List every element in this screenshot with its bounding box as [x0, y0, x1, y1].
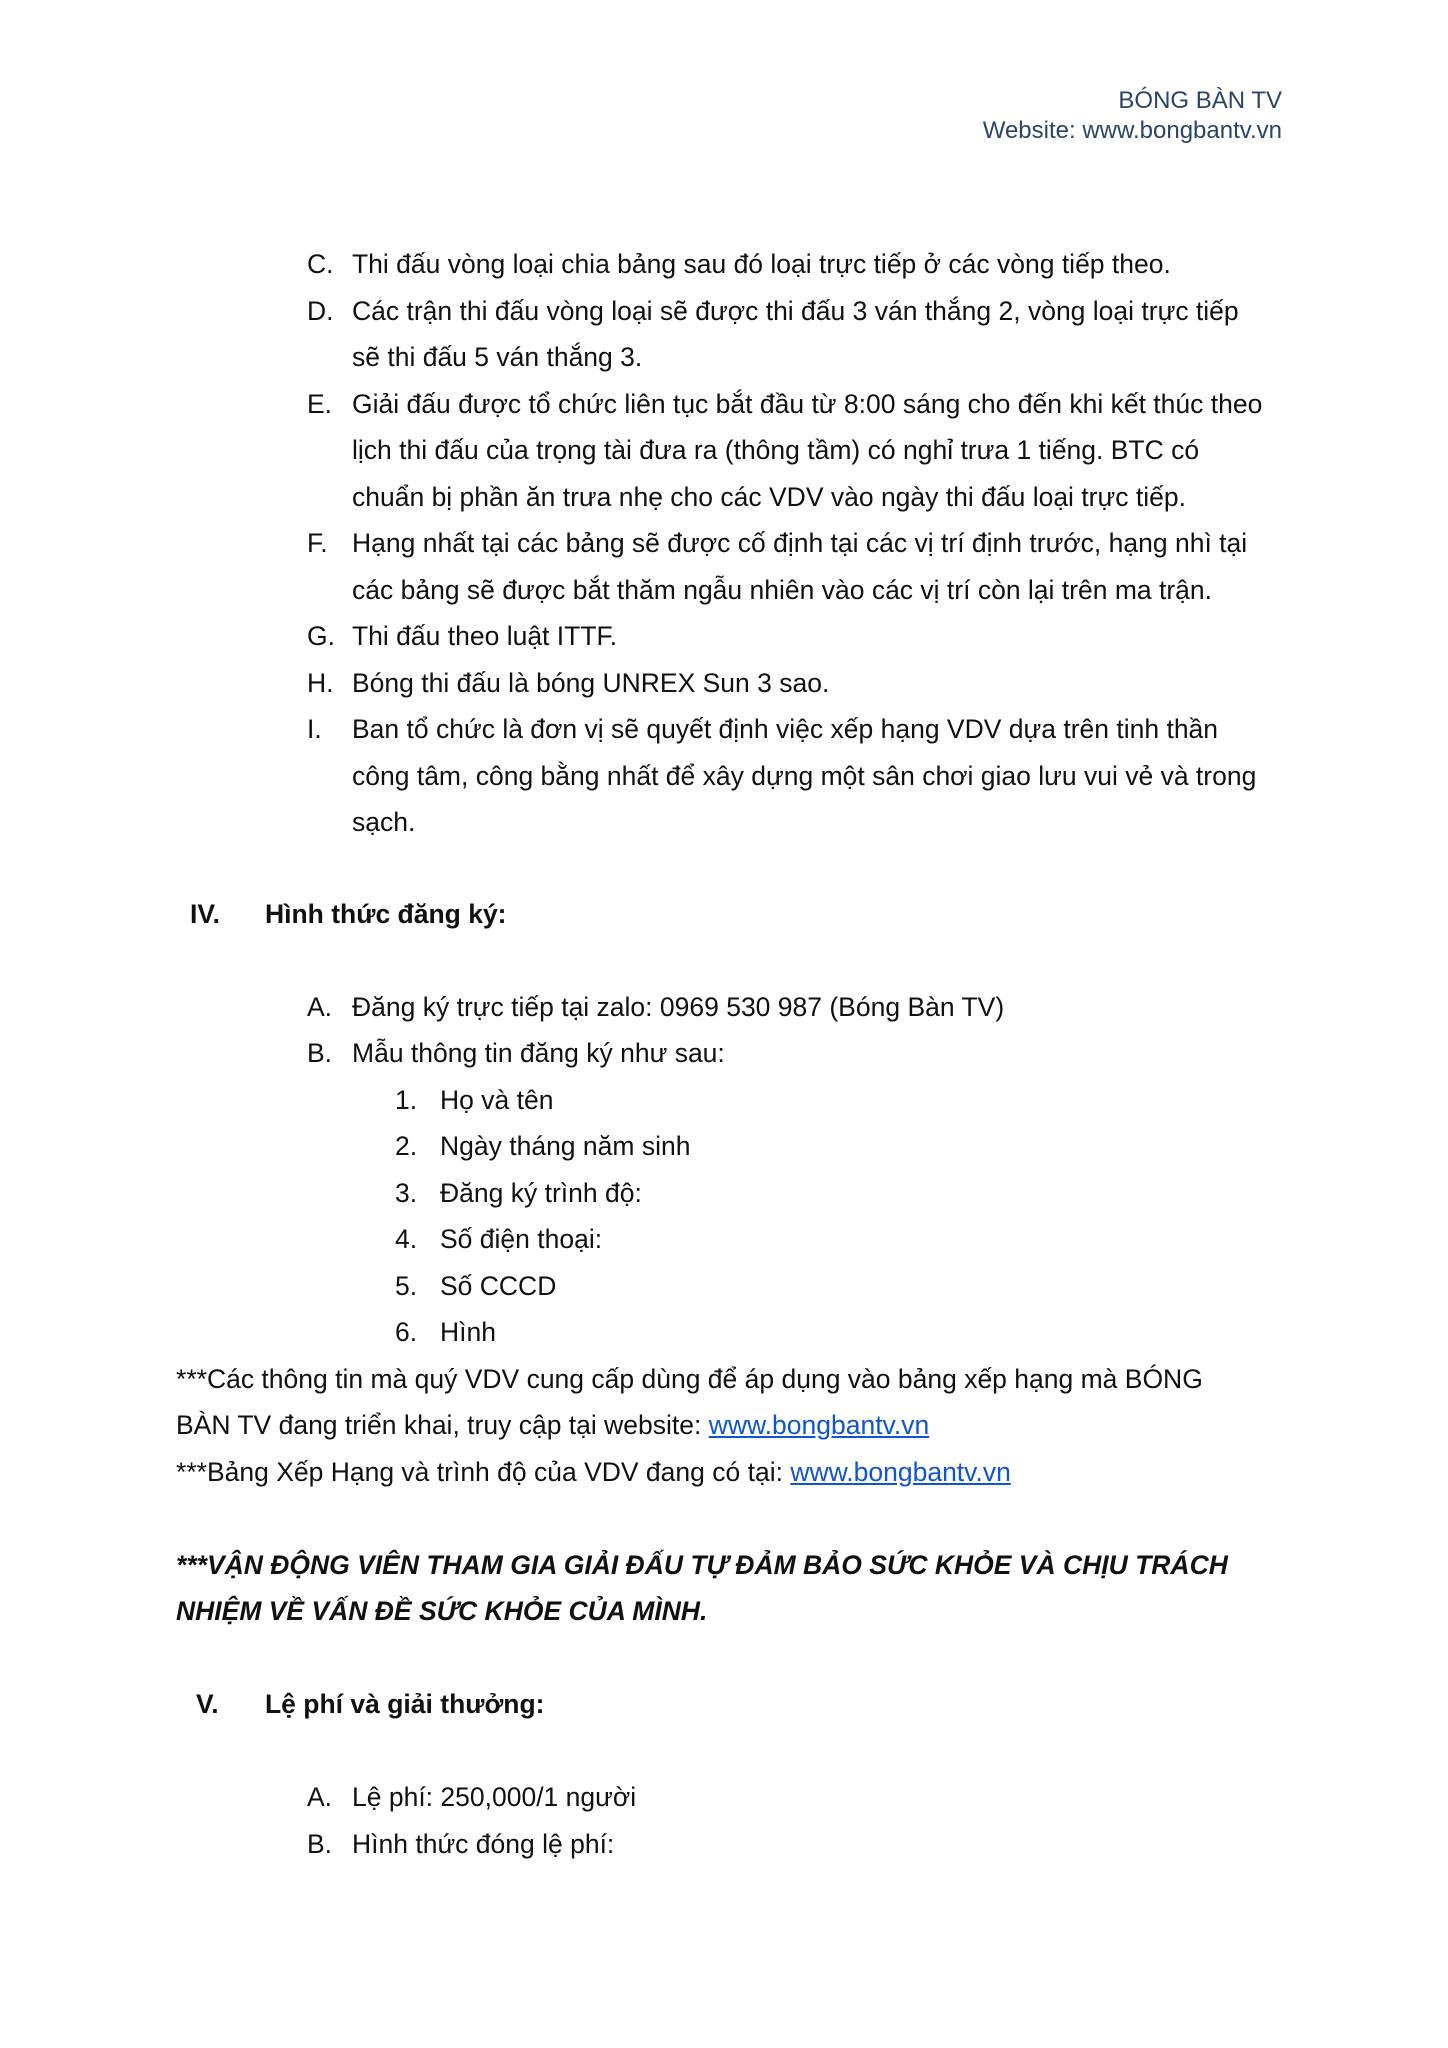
list-item-text: sạch. [352, 807, 416, 837]
list-item-text: Ban tổ chức là đơn vị sẽ quyết định việc xếp hạng VDV dựa trên tinh thần [352, 714, 1219, 744]
list-item-text: chuẩn bị phần ăn trưa nhẹ cho các VDV vào ngày thi đấu loại trực tiếp. [352, 482, 1186, 512]
list-item-text: Thi đấu theo luật ITTF. [352, 621, 618, 651]
list-marker: H. [307, 668, 334, 698]
field-label: Đăng ký trình độ: [440, 1178, 642, 1208]
section-title: Hình thức đăng ký: [265, 899, 507, 929]
website-link[interactable]: www.bongbantv.vn [708, 1410, 930, 1440]
list-item-text: lịch thi đấu của trọng tài đưa ra (thông tầm) có nghỉ trưa 1 tiếng. BTC có [352, 435, 1200, 465]
field-label: Số điện thoại: [440, 1224, 603, 1254]
warning-text: ***VẬN ĐỘNG VIÊN THAM GIA GIẢI ĐẤU TỰ ĐẢM BẢO SỨC KHỎE VÀ CHỊU TRÁCH [176, 1550, 1228, 1580]
list-marker: G. [307, 621, 335, 651]
list-item-text: sẽ thi đấu 5 ván thắng 3. [352, 342, 643, 372]
list-marker: F. [307, 528, 328, 558]
field-number: 3. [395, 1178, 418, 1208]
field-number: 4. [395, 1224, 418, 1254]
field-number: 6. [395, 1317, 418, 1347]
list-item-text: Bóng thi đấu là bóng UNREX Sun 3 sao. [352, 668, 830, 698]
list-item-text: Thi đấu vòng loại chia bảng sau đó loại trực tiếp ở các vòng tiếp theo. [352, 249, 1171, 279]
field-number: 2. [395, 1131, 418, 1161]
list-item-text: Hạng nhất tại các bảng sẽ được cố định tại các vị trí định trước, hạng nhì tại [352, 528, 1248, 558]
list-marker: D. [307, 296, 334, 326]
list-marker: A. [307, 992, 333, 1022]
field-label: Số CCCD [440, 1271, 557, 1301]
list-marker: A. [307, 1782, 333, 1812]
list-marker: E. [307, 389, 333, 419]
list-marker: I. [307, 714, 322, 744]
header-title: BÓNG BÀN TV [1118, 87, 1282, 114]
note-text: BÀN TV đang triển khai, truy cập tại website: [176, 1410, 709, 1440]
field-label: Hình [440, 1317, 496, 1347]
field-label: Họ và tên [440, 1085, 554, 1115]
list-marker: C. [307, 249, 334, 279]
list-marker: B. [307, 1829, 333, 1859]
list-item-text: các bảng sẽ được bắt thăm ngẫu nhiên vào các vị trí còn lại trên ma trận. [352, 575, 1213, 605]
note-ranking-table [176, 1456, 1011, 1488]
field-label: Ngày tháng năm sinh [440, 1131, 691, 1161]
section-numeral: V. [196, 1689, 219, 1719]
list-item-text: Hình thức đóng lệ phí: [352, 1829, 615, 1859]
field-number: 1. [395, 1085, 418, 1115]
list-item-text: Các trận thi đấu vòng loại sẽ được thi đấu 3 ván thắng 2, vòng loại trực tiếp [352, 296, 1239, 326]
header-website: Website: www.bongbantv.vn [982, 117, 1282, 144]
page-header [983, 86, 1282, 146]
list-item-text: Lệ phí: 250,000/1 người [352, 1782, 637, 1812]
list-item-text: Mẫu thông tin đăng ký như sau: [352, 1038, 725, 1068]
field-number: 5. [395, 1271, 418, 1301]
list-item-text: Giải đấu được tổ chức liên tục bắt đầu từ 8:00 sáng cho đến khi kết thúc theo [352, 389, 1263, 419]
list-marker: B. [307, 1038, 333, 1068]
list-item-text: công tâm, công bằng nhất để xây dựng một sân chơi giao lưu vui vẻ và trong [352, 761, 1257, 791]
note-text: ***Bảng Xếp Hạng và trình độ của VDV đang có tại: [176, 1457, 791, 1487]
section-title: Lệ phí và giải thưởng: [265, 1689, 545, 1719]
warning-text: NHIỆM VỀ VẤN ĐỀ SỨC KHỎE CỦA MÌNH. [176, 1596, 708, 1626]
note-ranking-info-line2 [176, 1409, 929, 1441]
section-numeral: IV. [190, 899, 220, 929]
note-ranking-info: ***Các thông tin mà quý VDV cung cấp dùng để áp dụng vào bảng xếp hạng mà BÓNG [176, 1364, 1203, 1394]
website-link[interactable]: www.bongbantv.vn [790, 1457, 1011, 1487]
list-item-text: Đăng ký trực tiếp tại zalo: 0969 530 987 (Bóng Bàn TV) [352, 992, 1005, 1022]
